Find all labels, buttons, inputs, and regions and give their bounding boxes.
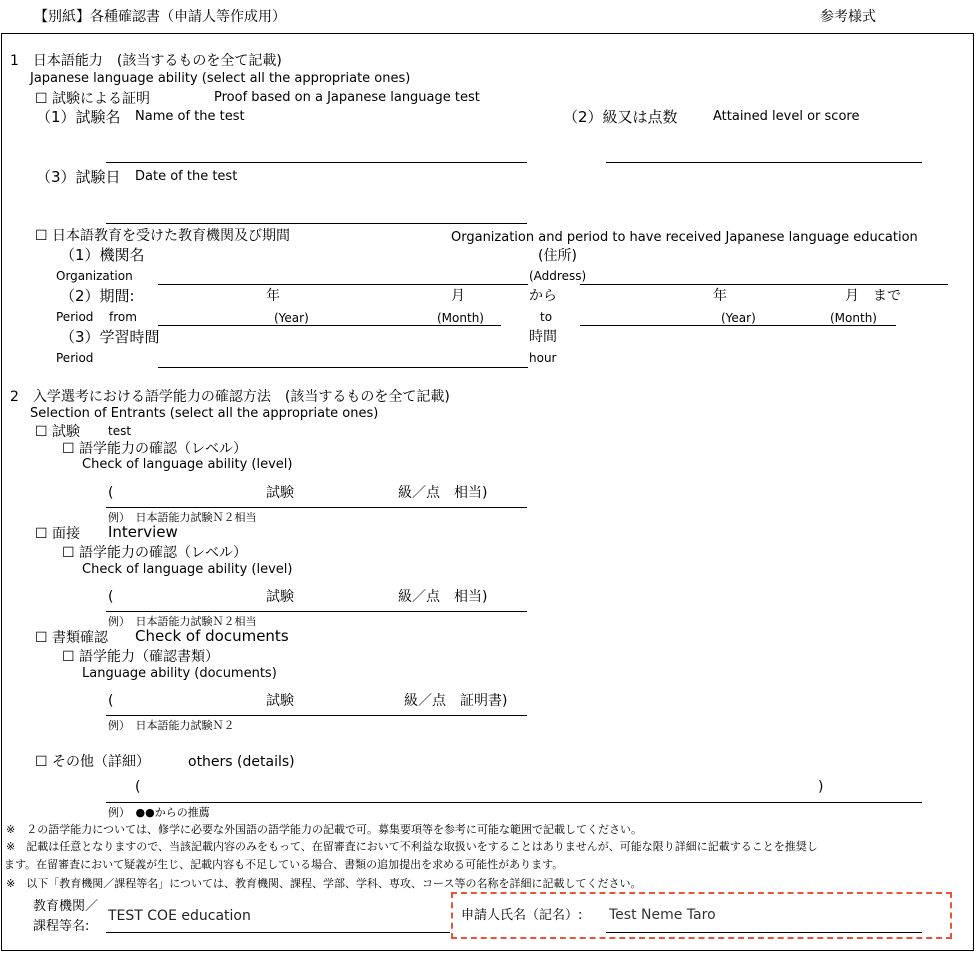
period-from-year: 年	[266, 288, 280, 304]
period-to-en: to	[540, 310, 553, 324]
test-level-field[interactable]	[606, 162, 922, 163]
documents-shiken: 試験	[266, 693, 294, 709]
interview-kyu: 級／点 相当)	[398, 589, 488, 605]
applicant-name-field[interactable]	[606, 932, 922, 933]
hours-label-en: Period	[56, 351, 94, 365]
test-name-field[interactable]	[106, 162, 527, 163]
from-year-en: (Year)	[274, 311, 309, 325]
hours-unit-en: hour	[529, 351, 557, 365]
hours-unit: 時間	[529, 329, 557, 345]
selection-interview-label-en: Interview	[108, 523, 178, 541]
period-to-field[interactable]	[580, 325, 896, 326]
test-name-label-en: Name of the test	[135, 109, 245, 124]
interview-example: 例） 日本語能力試験Ｎ２相当	[108, 615, 257, 628]
test-date-field[interactable]	[106, 223, 527, 224]
documents-kyu: 級／点 証明書)	[404, 693, 508, 709]
interview-level-field[interactable]	[106, 611, 527, 612]
hours-label: （3）学習時間	[60, 328, 160, 346]
section2-heading-en: Selection of Entrants (select all the appropriate ones)	[30, 406, 379, 421]
test-example: 例） 日本語能力試験Ｎ２相当	[108, 511, 257, 524]
period-from-month: 月	[451, 288, 465, 304]
address-label-en: (Address)	[529, 269, 587, 283]
reference-label: 参考様式	[820, 9, 876, 25]
option-test-checkbox[interactable]: ☐ 試験による証明	[35, 91, 151, 107]
period-to-year: 年	[713, 288, 727, 304]
note-1: ※ ２の語学能力については、修学に必要な外国語の語学能力の記載で可。募集要項等を参考に可能な範囲で記載してください。	[6, 823, 642, 836]
org-label-en: Organization	[56, 269, 133, 283]
interview-shiken: 試験	[266, 589, 294, 605]
hours-field[interactable]	[158, 367, 528, 368]
institution-label-line1: 教育機関／	[33, 899, 99, 914]
period-from-en: from	[109, 310, 137, 324]
test-level-label-en: Attained level or score	[713, 109, 860, 124]
documents-field[interactable]	[106, 715, 527, 716]
form-title: 【別紙】各種確認書（申請人等作成用）	[34, 9, 286, 25]
documents-ability-en: Language ability (documents)	[82, 666, 277, 681]
note-2a: ※ 記載は任意となりますので、当該記載内容のみをもって、在留審査において不利益な取扱いをすることはありませんが、可能な限り詳細に記載することを推奨し	[6, 840, 818, 853]
address-field[interactable]	[580, 284, 948, 285]
option-education-label-en: Organization and period to have received Japanese language education	[451, 230, 918, 245]
others-paren-close: )	[818, 779, 824, 795]
period-label-en: Period	[56, 310, 94, 324]
period-to-month: 月	[845, 288, 859, 304]
interview-level-check-en: Check of language ability (level)	[82, 562, 293, 577]
org-field[interactable]	[158, 284, 528, 285]
test-level-label: （2）級又は点数	[563, 108, 678, 126]
option-education-checkbox[interactable]: ☐ 日本語教育を受けた教育機関及び期間	[35, 228, 290, 244]
documents-example: 例） 日本語能力試験Ｎ２	[108, 719, 235, 732]
period-label: （2）期間:	[60, 287, 135, 305]
test-level-check-checkbox[interactable]: ☐ 語学能力の確認（レベル）	[62, 441, 248, 457]
selection-test-label-en: test	[108, 424, 132, 438]
org-label: （1）機関名	[60, 246, 145, 264]
selection-test-checkbox[interactable]: ☐ 試験	[35, 424, 81, 440]
note-2b: ます。在留審査において疑義が生じ、記載内容も不足している場合、書類の追加提出を求める可能性があります。	[4, 858, 564, 871]
note-3: ※ 以下「教育機関／課程等名」については、教育機関、課程、学部、学科、専攻、コース等の名称を詳細に記載してください。	[6, 877, 642, 890]
section2-heading: 2 入学選考における語学能力の確認方法 (該当するものを全て記載)	[10, 389, 450, 405]
period-kara: から	[529, 288, 557, 304]
form-frame-right	[973, 33, 974, 951]
to-year-en: (Year)	[721, 311, 756, 325]
period-from-field[interactable]	[158, 325, 501, 326]
form-frame-left	[1, 33, 2, 951]
others-paren-open: (	[135, 779, 141, 795]
others-details-field[interactable]	[106, 802, 922, 803]
applicant-label: 申請人氏名（記名）:	[461, 908, 583, 923]
documents-paren-open: (	[108, 693, 114, 709]
test-kyu: 級／点 相当)	[398, 485, 488, 501]
applicant-value[interactable]: Test Neme Taro	[609, 907, 716, 923]
selection-interview-checkbox[interactable]: ☐ 面接	[35, 526, 81, 542]
to-month-en: (Month)	[830, 311, 877, 325]
form-frame-top	[1, 33, 974, 34]
test-date-label: （3）試験日	[36, 168, 121, 186]
address-label: (住所)	[538, 248, 577, 264]
form-frame-bottom	[1, 950, 974, 951]
others-example: 例） ●●からの推薦	[108, 806, 210, 819]
institution-field[interactable]	[106, 932, 450, 933]
option-test-label-en: Proof based on a Japanese language test	[214, 90, 480, 105]
test-name-label: （1）試験名	[36, 108, 121, 126]
test-paren-open: (	[108, 485, 114, 501]
period-made: まで	[873, 288, 901, 304]
interview-paren-open: (	[108, 589, 114, 605]
test-shiken: 試験	[266, 485, 294, 501]
interview-level-check-checkbox[interactable]: ☐ 語学能力の確認（レベル）	[62, 545, 248, 561]
section1-heading: 1 日本語能力 (該当するものを全て記載)	[10, 53, 282, 69]
test-level-field[interactable]	[106, 507, 527, 508]
selection-others-checkbox[interactable]: ☐ その他（詳細）	[35, 754, 151, 770]
section1-heading-en: Japanese language ability (select all the appropriate ones)	[30, 71, 411, 86]
documents-ability-checkbox[interactable]: ☐ 語学能力（確認書類）	[62, 649, 220, 665]
institution-label-line2: 課程等名:	[33, 919, 90, 934]
selection-others-label-en: others (details)	[188, 754, 295, 770]
from-month-en: (Month)	[437, 311, 484, 325]
institution-value[interactable]: TEST COE education	[108, 908, 251, 924]
test-date-label-en: Date of the test	[135, 169, 238, 184]
selection-documents-label-en: Check of documents	[135, 627, 289, 645]
test-level-check-en: Check of language ability (level)	[82, 457, 293, 472]
selection-documents-checkbox[interactable]: ☐ 書類確認	[35, 630, 109, 646]
